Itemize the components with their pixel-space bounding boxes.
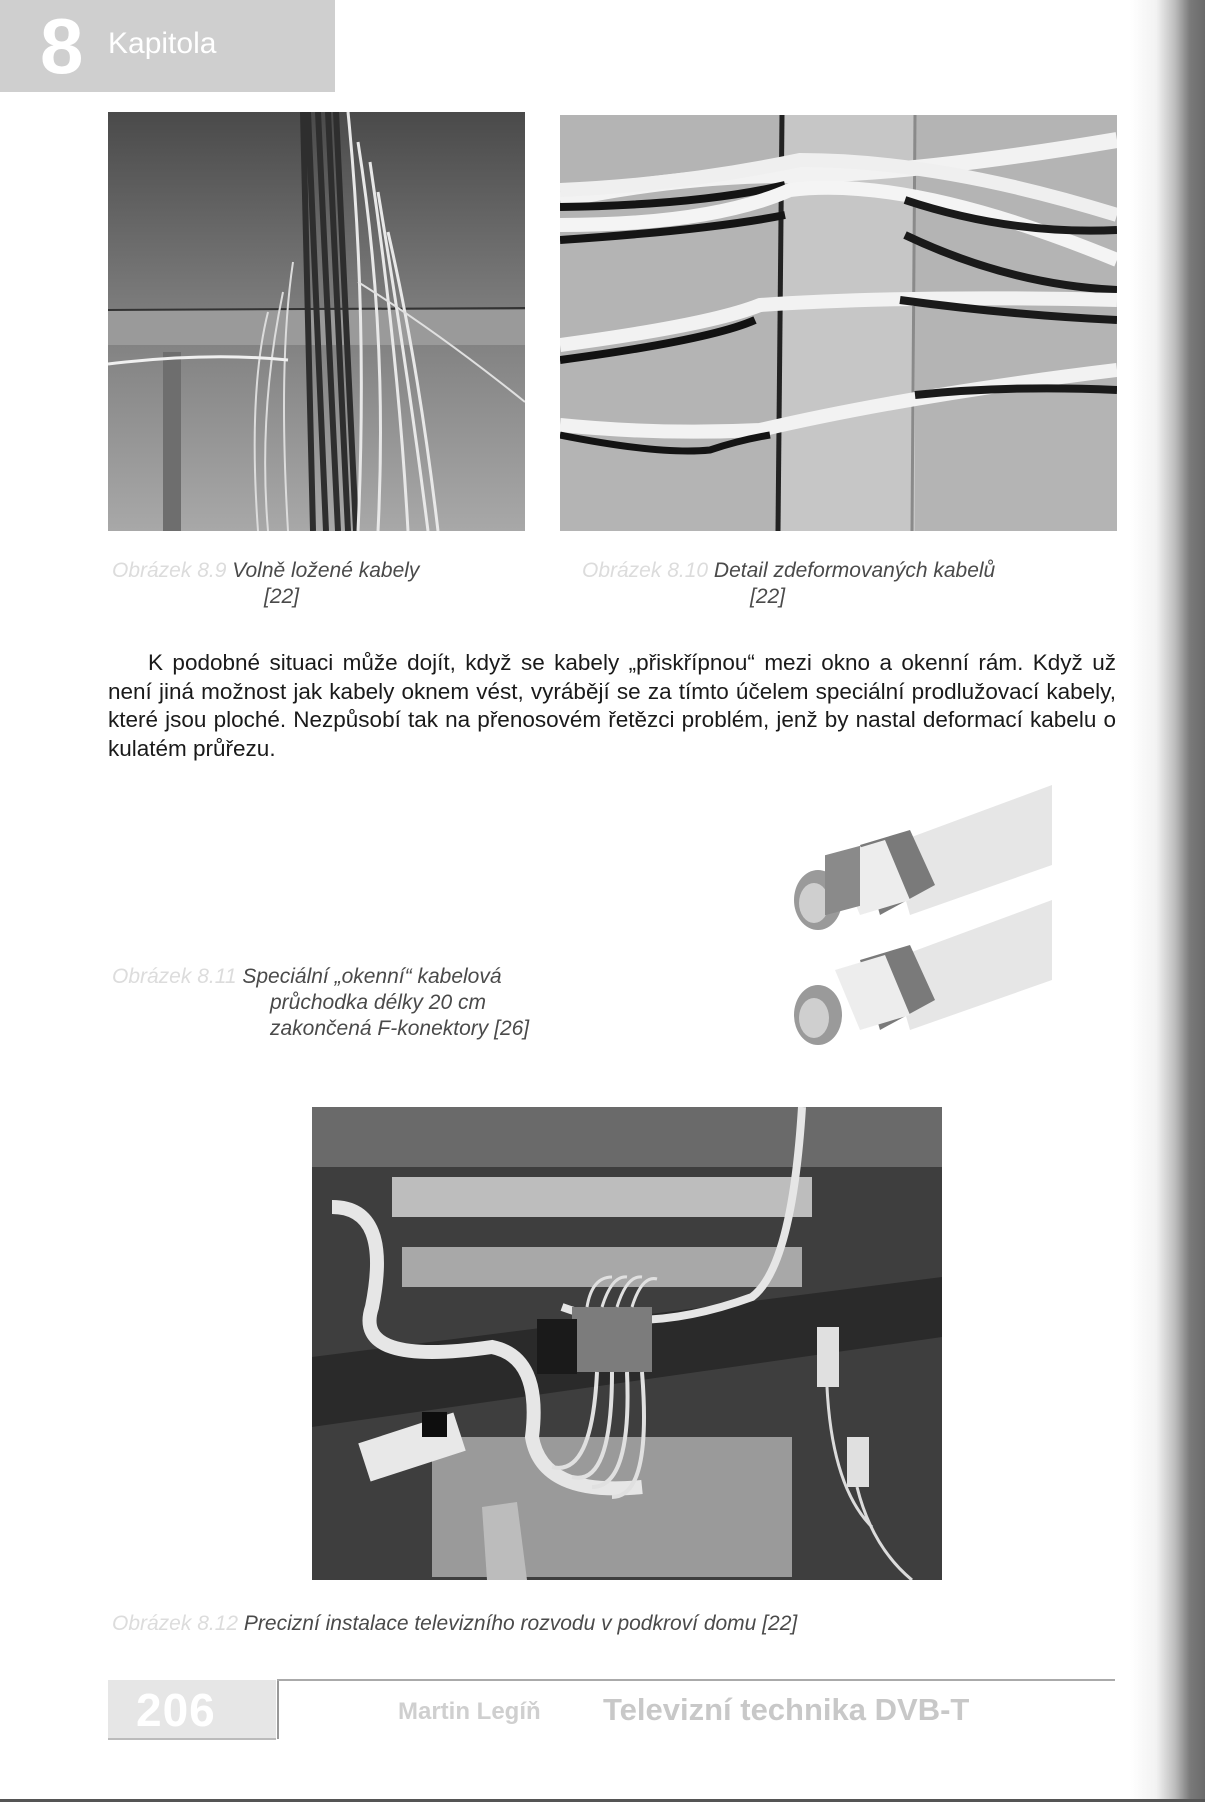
page-number: 206: [136, 1684, 216, 1736]
figure-number: Obrázek 8.9: [112, 559, 227, 582]
chapter-label: Kapitola: [108, 27, 217, 60]
chapter-number: 8: [40, 2, 84, 90]
page-number-box: [108, 1680, 276, 1740]
figure-caption-line-3: zakončená F-konektory [26]: [270, 1017, 530, 1040]
footer-divider-horizontal: [277, 1679, 1115, 1681]
footer-divider-vertical: [277, 1679, 279, 1739]
figure-caption-text: Precizní instalace televizního rozvodu v podkroví domu [22]: [243, 1612, 798, 1635]
photo-deformed-cables: [560, 115, 1117, 531]
figure-caption-8-11: [112, 964, 632, 1042]
figure-reference: [22]: [750, 585, 786, 608]
photo-attic-installation: [312, 1107, 942, 1580]
footer-book-title: Televizní technika DVB-T: [603, 1692, 970, 1727]
footer-author: Martin Legíň: [398, 1698, 541, 1725]
figure-caption-text: Volně ložené kabely: [232, 559, 420, 582]
figure-caption-text: Detail zdeformovaných kabelů: [713, 559, 996, 582]
photo-window-cable-f-connectors: [770, 775, 1052, 1060]
figure-number: Obrázek 8.11: [112, 965, 237, 988]
chapter-header: [0, 0, 335, 92]
figure-reference: [22]: [264, 585, 300, 608]
figure-caption-8-10: [582, 558, 1122, 610]
figure-caption-8-9: [112, 558, 532, 610]
figure-number: Obrázek 8.10: [582, 559, 709, 582]
figure-number: Obrázek 8.12: [112, 1612, 239, 1635]
figure-caption-8-12: [112, 1611, 1012, 1637]
page-binding-shadow: [1130, 0, 1205, 1802]
body-paragraph: K podobné situaci může dojít, když se kabely „přiskřípnou“ mezi okno a okenní rám. Když už není jiná možnost jak kabely oknem vést, vyrábějí se za tímto účelem speciální prodlužovací kabely, které jsou ploché. Nezpůsobí tak na přenosovém řetězci problém, jenž by nastal deformací kabelu o kulatém průřezu.: [108, 650, 1116, 761]
figure-caption-line-2: průchodka délky 20 cm: [270, 991, 486, 1014]
figure-caption-line-1: Speciální „okenní“ kabelová: [242, 965, 502, 988]
photo-loose-cables: [108, 112, 525, 531]
